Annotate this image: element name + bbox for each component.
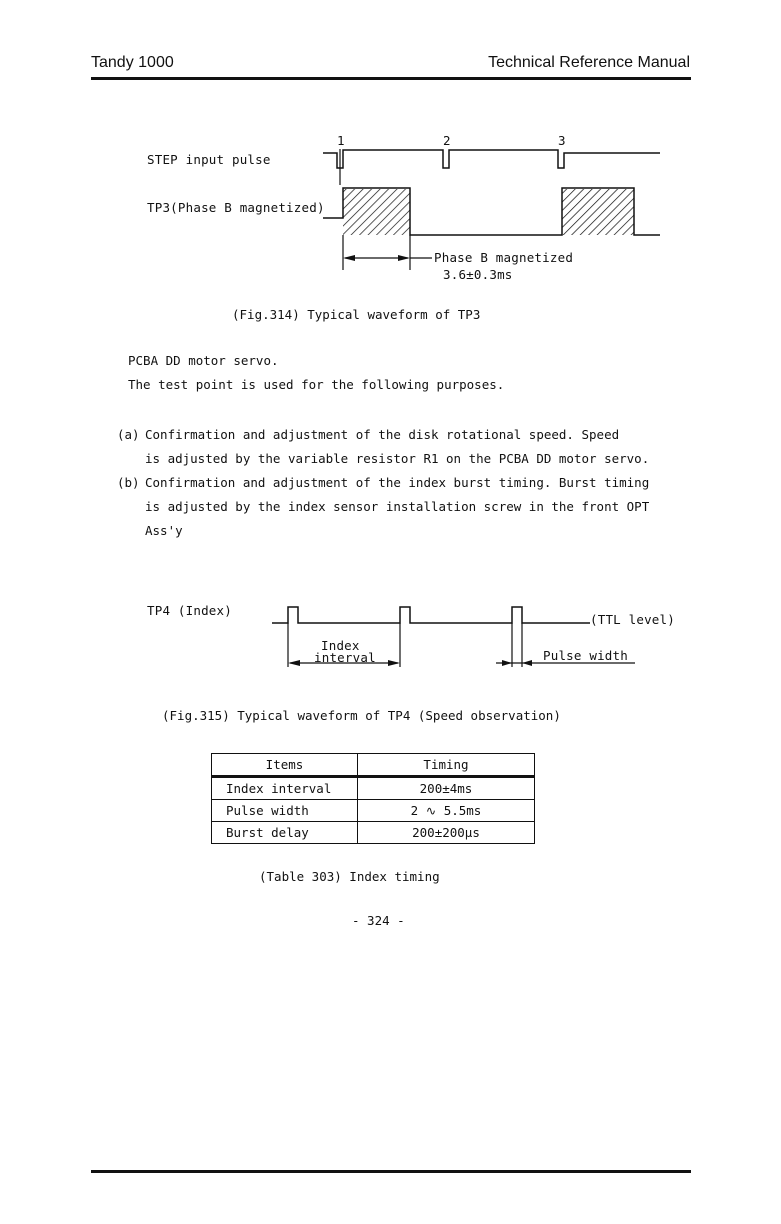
list-item-a-line-1: Confirmation and adjustment of the disk rotational speed. Speed — [145, 427, 620, 442]
pulse-width-label: Pulse width — [543, 648, 628, 663]
fig315-caption: (Fig.315) Typical waveform of TP4 (Speed observation) — [162, 708, 561, 723]
table-cell-timing: 200±4ms — [358, 777, 535, 800]
list-item-b-line-3: Ass'y — [145, 523, 183, 538]
table-row — [212, 800, 535, 822]
pulse-number-1: 1 — [337, 133, 345, 148]
page-number: - 324 - — [352, 913, 405, 928]
table-cell-item: Burst delay — [212, 822, 358, 844]
footer-rule — [91, 1170, 691, 1173]
list-item-a-line-2: is adjusted by the variable resistor R1 on the PCBA DD motor servo. — [145, 451, 650, 466]
index-interval-label-2: interval — [314, 650, 376, 665]
body-line-2: The test point is used for the following purposes. — [128, 377, 505, 392]
index-interval-label-1: Index — [321, 638, 360, 653]
table-cell-timing: 2 ∿ 5.5ms — [358, 800, 535, 822]
table-row — [212, 822, 535, 844]
list-item-b-line-2: is adjusted by the index sensor installation screw in the front OPT — [145, 499, 650, 514]
table-row — [212, 777, 535, 800]
index-timing-table — [211, 753, 535, 844]
list-mark-a: (a) — [117, 427, 140, 442]
step-input-label: STEP input pulse — [147, 152, 271, 167]
body-line-1: PCBA DD motor servo. — [128, 353, 279, 368]
tp4-waveform-line — [272, 607, 590, 623]
table-cell-timing: 200±200µs — [358, 822, 535, 844]
ttl-level-label: (TTL level) — [590, 612, 675, 627]
fig314-caption: (Fig.314) Typical waveform of TP3 — [232, 307, 481, 322]
list-item-b-line-1: Confirmation and adjustment of the index burst timing. Burst timing — [145, 475, 650, 490]
pulse-number-2: 2 — [443, 133, 451, 148]
header-title-right: Technical Reference Manual — [488, 54, 690, 71]
list-mark-b: (b) — [117, 475, 140, 490]
table-cell-item: Pulse width — [212, 800, 358, 822]
phase-b-annotation: Phase B magnetized — [434, 250, 574, 265]
header-title-left: Tandy 1000 — [91, 54, 174, 71]
table-header-timing: Timing — [358, 754, 535, 777]
tp4-label: TP4 (Index) — [147, 603, 232, 618]
pulse-number-3: 3 — [558, 133, 566, 148]
table-header-items: Items — [212, 754, 358, 777]
table303-caption: (Table 303) Index timing — [259, 869, 440, 884]
table-cell-item: Index interval — [212, 777, 358, 800]
phase-b-duration: 3.6±0.3ms — [443, 267, 513, 282]
tp3-label: TP3(Phase B magnetized) — [147, 200, 325, 215]
table-header-row — [212, 754, 535, 777]
